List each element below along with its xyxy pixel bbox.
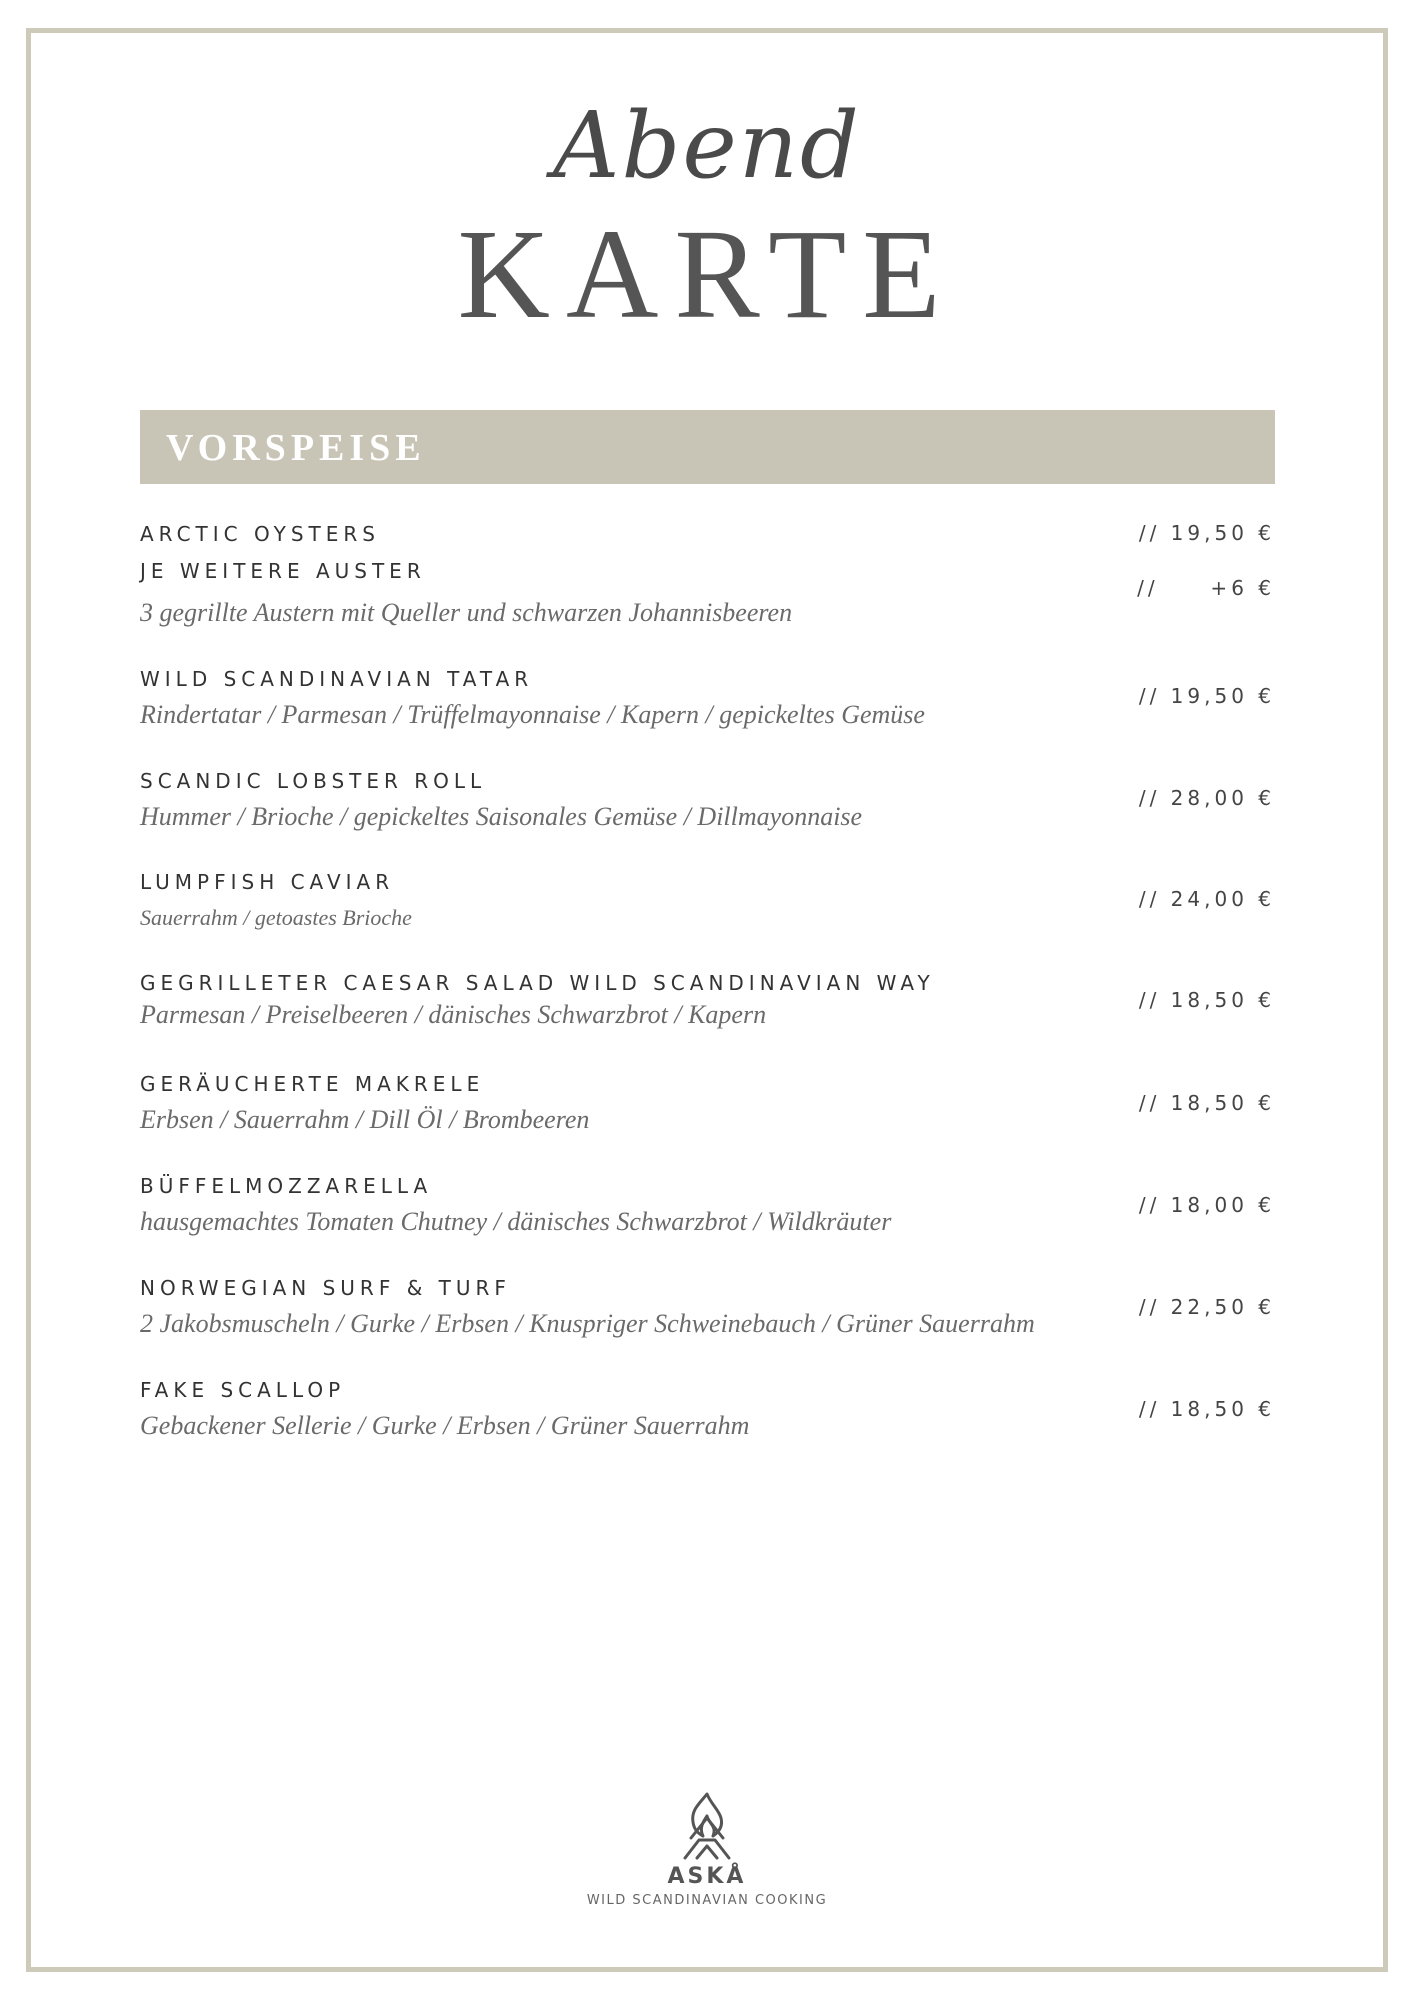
item-description: hausgemachtes Tomaten Chutney / dänisches Schwarzbrot / Wildkräuter <box>140 1207 892 1236</box>
item-description: Hummer / Brioche / gepickeltes Saisonales Gemüse / Dillmayonnaise <box>140 802 863 831</box>
brand-name: ASKÅ <box>667 1864 747 1889</box>
item-description: Gebackener Sellerie / Gurke / Erbsen / Grüner Sauerrahm <box>140 1411 750 1440</box>
item-name: FAKE SCALLOP <box>140 1378 346 1402</box>
menu-item <box>140 1173 1275 1239</box>
item-price: // 18,50 € <box>1138 1397 1275 1421</box>
item-price: // 18,50 € <box>1138 988 1275 1012</box>
menu-item <box>140 1071 1275 1137</box>
menu-item <box>140 1275 1275 1341</box>
menu-item <box>140 521 1275 547</box>
menu-item <box>140 666 1275 732</box>
item-price: // 19,50 € <box>1138 684 1275 708</box>
item-name: JE WEITERE AUSTER <box>140 559 426 583</box>
brand-tagline: WILD SCANDINAVIAN COOKING <box>586 1893 828 1908</box>
page-title: KARTE <box>457 203 957 345</box>
item-price: // +6 € <box>1137 576 1275 600</box>
item-price: // 22,50 € <box>1138 1295 1275 1319</box>
menu-item <box>140 558 1275 630</box>
item-description: 3 gegrillte Austern mit Queller und schwarzen Johannisbeeren <box>140 598 793 627</box>
title-script: Abend <box>553 92 861 199</box>
item-name: ARCTIC OYSTERS <box>140 522 380 546</box>
item-name: GEGRILLETER CAESAR SALAD WILD SCANDINAVIAN WAY <box>140 971 935 995</box>
item-name: SCANDIC LOBSTER ROLL <box>140 769 487 793</box>
item-name: BÜFFELMOZZARELLA <box>140 1174 433 1198</box>
item-name: LUMPFISH CAVIAR <box>140 870 395 894</box>
menu-item <box>140 869 1275 935</box>
flame-icon <box>677 1790 737 1862</box>
item-price: // 28,00 € <box>1138 786 1275 810</box>
menu-item <box>140 970 1275 1032</box>
item-price: // 18,00 € <box>1138 1193 1275 1217</box>
item-price: // 24,00 € <box>1138 887 1275 911</box>
item-description: 2 Jakobsmuscheln / Gurke / Erbsen / Knuspriger Schweinebauch / Grüner Sauerrahm <box>140 1309 1035 1338</box>
brand-logo <box>0 1790 1414 1908</box>
item-price: // 19,50 € <box>1138 521 1275 545</box>
item-name: NORWEGIAN SURF & TURF <box>140 1276 511 1300</box>
menu-item <box>140 768 1275 834</box>
section-header <box>140 410 1275 484</box>
section-title: VORSPEISE <box>166 427 426 469</box>
item-description: Sauerrahm / getoastes Brioche <box>140 905 412 930</box>
menu-item <box>140 1377 1275 1443</box>
item-description: Rindertatar / Parmesan / Trüffelmayonnaise / Kapern / gepickeltes Gemüse <box>140 700 925 729</box>
item-price: // 18,50 € <box>1138 1091 1275 1115</box>
item-name: WILD SCANDINAVIAN TATAR <box>140 667 534 691</box>
item-name: GERÄUCHERTE MAKRELE <box>140 1072 485 1096</box>
item-description: Erbsen / Sauerrahm / Dill Öl / Brombeeren <box>140 1105 590 1134</box>
item-description: Parmesan / Preiselbeeren / dänisches Schwarzbrot / Kapern <box>140 1000 767 1029</box>
